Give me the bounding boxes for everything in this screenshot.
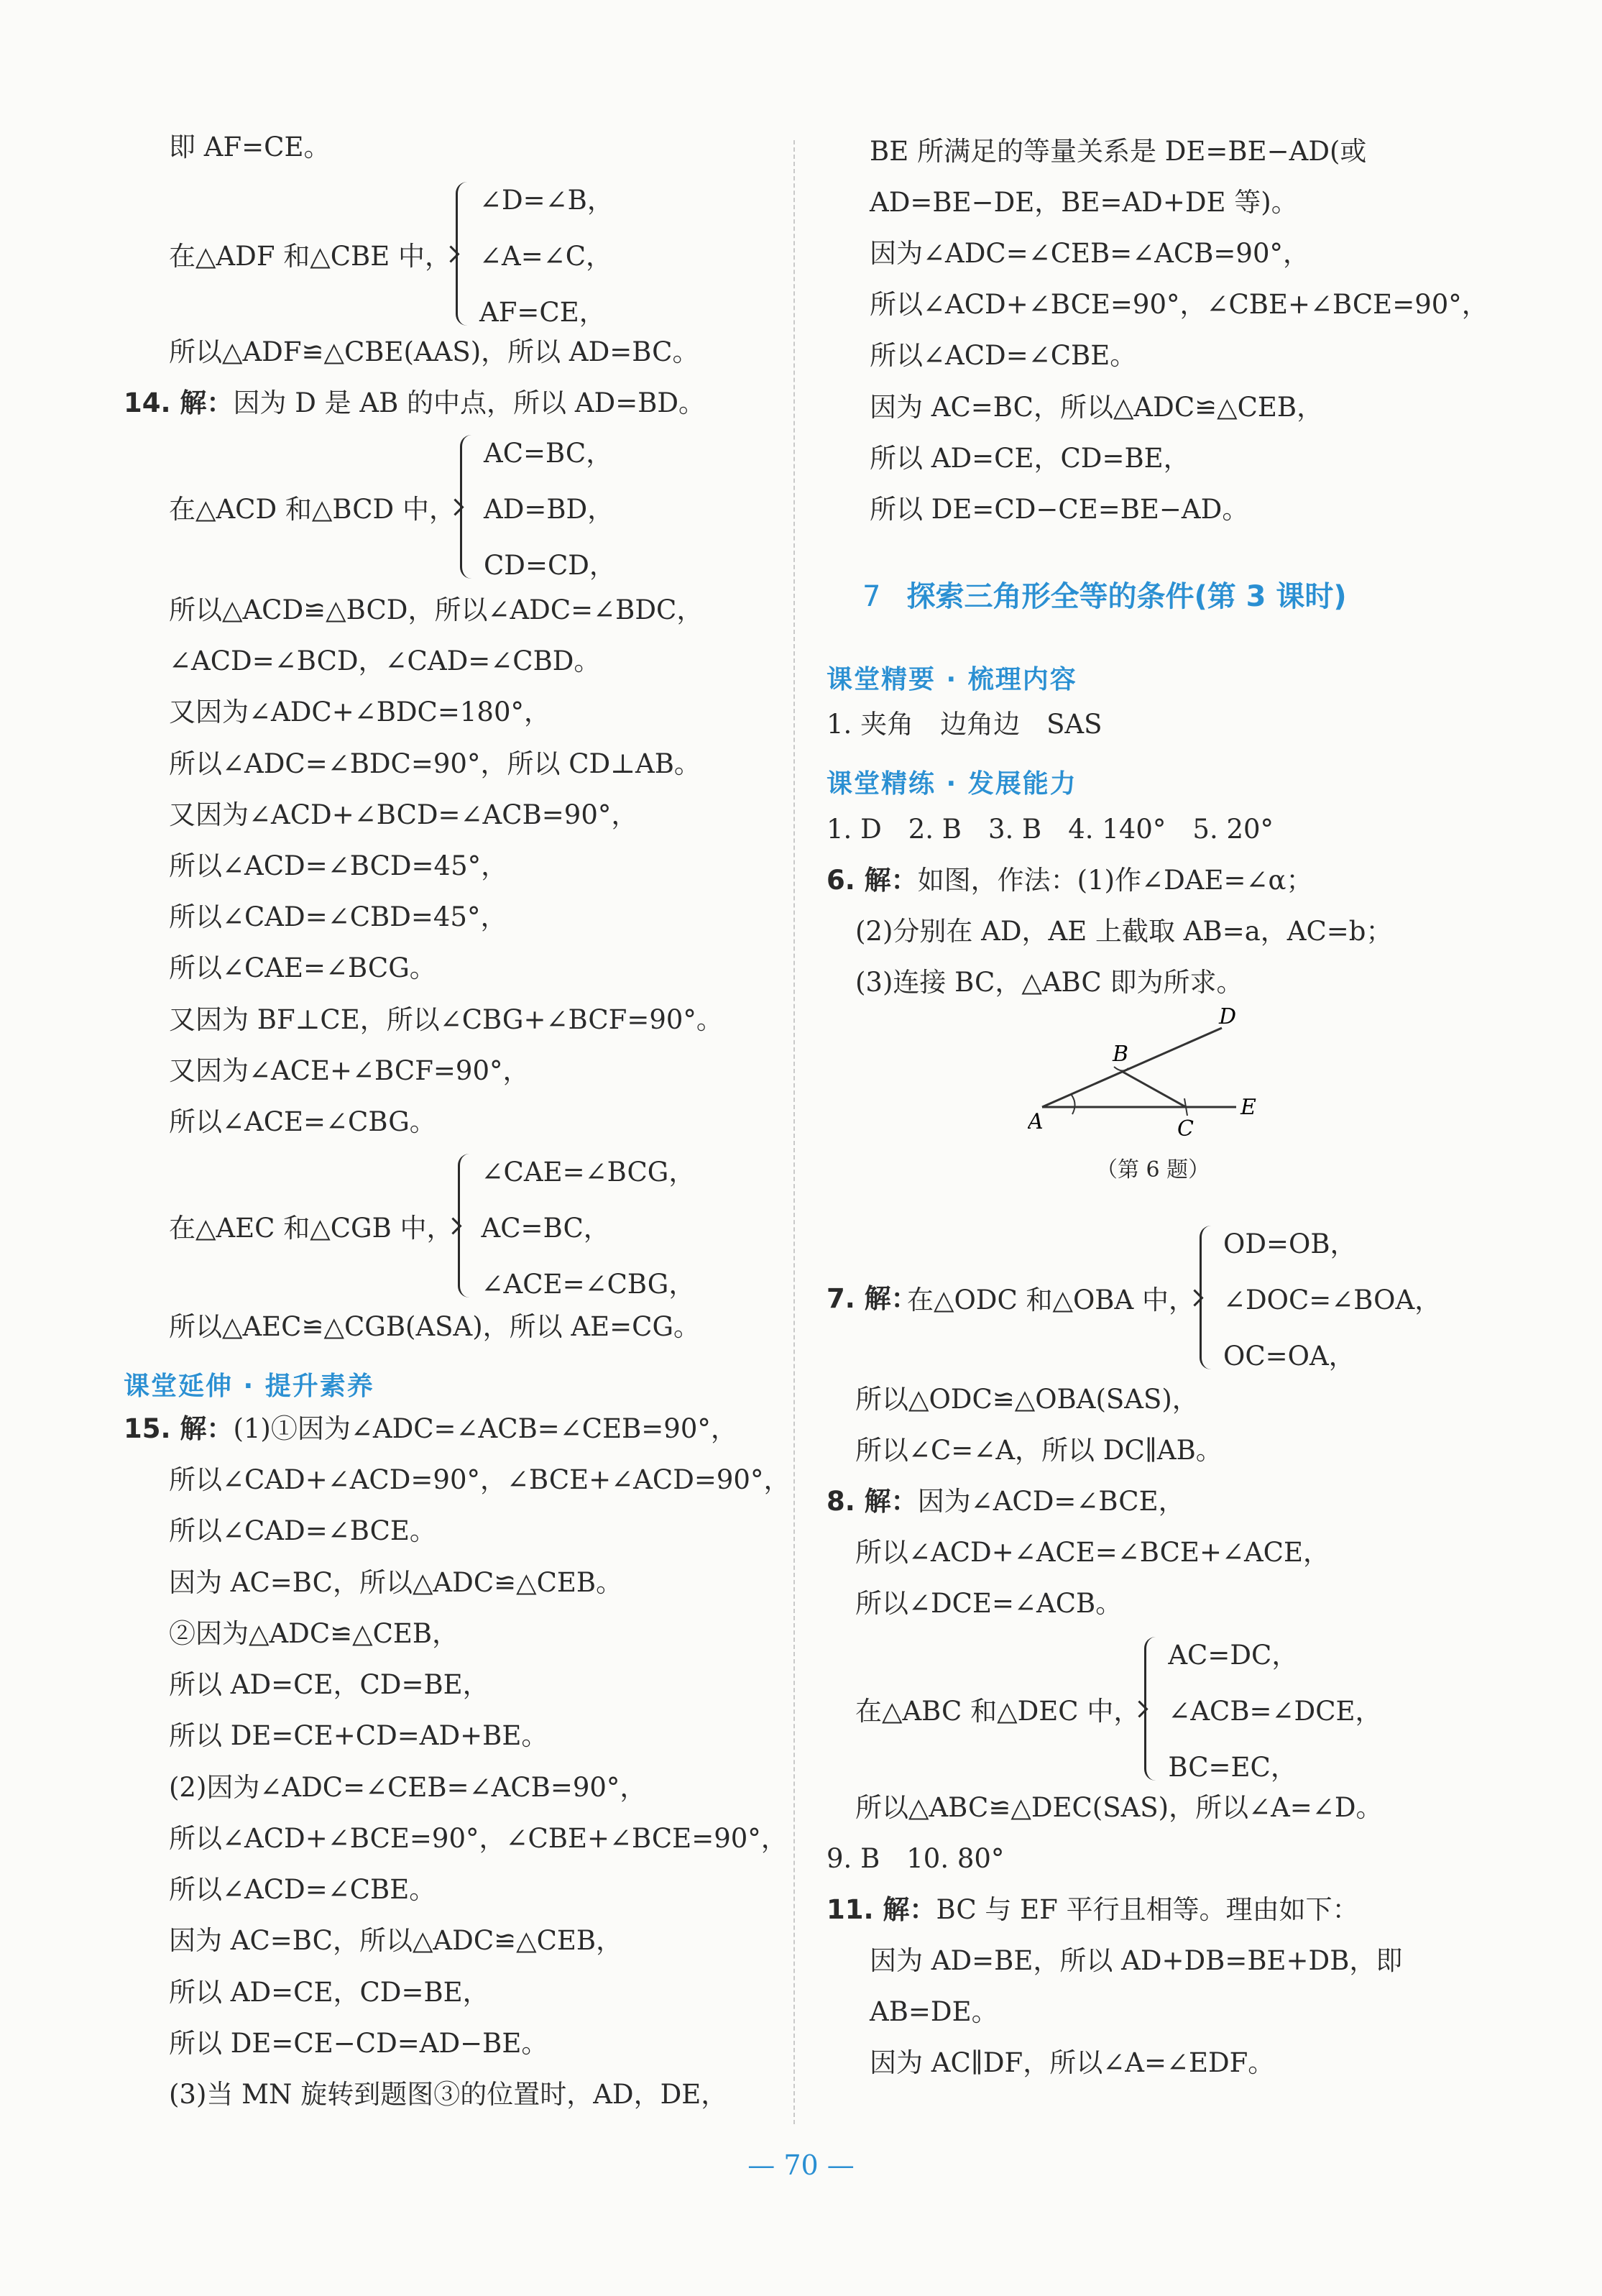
label-b: B xyxy=(1113,1042,1129,1067)
system-row: ∠DOC=∠BOA， xyxy=(1223,1285,1442,1315)
text-line: 因为 AC=BC，所以△ADC≌△CEB， xyxy=(169,1925,623,1956)
system-intro: 在△ODC 和△OBA 中， xyxy=(907,1285,1195,1315)
brace xyxy=(458,1154,479,1298)
text-line: 所以 AD=CE，CD=BE， xyxy=(870,443,1190,474)
question-11 xyxy=(827,1893,1359,1927)
system-row: AC=BC， xyxy=(483,438,613,469)
text-line: 所以∠ACD+∠BCE=90°，∠CBE+∠BCE=90°， xyxy=(870,289,1488,320)
system-row: AD=BD， xyxy=(483,494,614,525)
question-text: BC 与 EF 平行且相等。理由如下： xyxy=(936,1894,1359,1925)
question-7 xyxy=(827,1282,918,1315)
section-heading: 课堂延伸 · 提升素养 xyxy=(124,1372,374,1401)
answer-line: 1. D 2. B 3. B 4. 140° 5. 20° xyxy=(827,814,1274,845)
system-row: ∠ACB=∠DCE， xyxy=(1168,1696,1382,1727)
equation-system xyxy=(169,178,614,329)
text-line: 所以△AEC≌△CGB(ASA)，所以 AE=CG。 xyxy=(169,1311,701,1342)
text-line: 所以 AD=CE，CD=BE， xyxy=(169,1669,489,1700)
text-line: 因为 AC∥DF，所以∠A=∠EDF。 xyxy=(870,2047,1275,2078)
segment-bc xyxy=(1123,1072,1186,1107)
text-line: 所以∠ACD=∠BCD=45°， xyxy=(169,850,508,881)
answer-line: 9. B 10. 80° xyxy=(827,1843,1005,1874)
question-label: 14. 解： xyxy=(124,387,234,418)
text-line: 所以∠ACD=∠CBE。 xyxy=(169,1874,436,1905)
text-line: 又因为 BF⊥CE，所以∠CBG+∠BCF=90°。 xyxy=(169,1004,723,1035)
system-row: ∠A=∠C， xyxy=(479,241,613,272)
label-a: A xyxy=(1028,1109,1044,1134)
text-line: 所以△ADF≌△CBE(AAS)，所以 AD=BC。 xyxy=(169,336,699,367)
question-label: 6. 解： xyxy=(827,865,918,896)
page-number: — 70 — xyxy=(747,2149,855,2181)
text-line: (2)因为∠ADC=∠CEB=∠ACB=90°， xyxy=(169,1772,647,1803)
arc-mark xyxy=(1114,1067,1128,1071)
text-line: 因为 AC=BC，所以△ADC≌△CEB。 xyxy=(169,1567,623,1598)
system-row: AC=DC， xyxy=(1168,1640,1299,1671)
question-text: 因为 D 是 AB 的中点，所以 AD=BD。 xyxy=(233,387,706,418)
ray-ad xyxy=(1042,1028,1222,1107)
text-line: 所以 DE=CD−CE=BE−AD。 xyxy=(870,494,1249,525)
label-e: E xyxy=(1240,1095,1256,1120)
equation-system xyxy=(169,1150,695,1301)
text-line: 所以∠DCE=∠ACB。 xyxy=(855,1588,1123,1619)
brace xyxy=(1200,1226,1220,1369)
text-line: 所以∠CAE=∠BCG。 xyxy=(169,952,436,983)
text-line: (3)当 MN 旋转到题图③的位置时，AD，DE， xyxy=(169,2079,728,2110)
brace xyxy=(456,182,477,326)
text-line: 所以△ABC≌△DEC(SAS)，所以∠A=∠D。 xyxy=(855,1792,1383,1823)
text-line: 因为 AC=BC，所以△ADC≌△CEB， xyxy=(870,392,1324,423)
text-line: 所以△ODC≌△OBA(SAS)， xyxy=(855,1384,1199,1415)
text-line: (2)分别在 AD，AE 上截取 AB=a，AC=b； xyxy=(855,916,1393,947)
column-divider xyxy=(793,140,795,2124)
question-15 xyxy=(124,1413,737,1446)
text-line: 又因为∠ACD+∠BCD=∠ACB=90°， xyxy=(169,799,638,830)
lesson-number: 7 xyxy=(862,580,881,613)
text-line: 所以 DE=CE−CD=AD−BE。 xyxy=(169,2028,548,2059)
question-text: 如图，作法：(1)作∠DAE=∠α； xyxy=(917,865,1313,896)
question-text: 因为∠ACD=∠BCE， xyxy=(917,1486,1185,1517)
text-line: 因为 AD=BE，所以 AD+DB=BE+DB，即 xyxy=(870,1945,1403,1976)
equation-system xyxy=(855,1633,1382,1784)
text-line: BE 所满足的等量关系是 DE=BE−AD(或 xyxy=(870,136,1367,167)
system-row: AC=BC， xyxy=(481,1213,610,1244)
text-line: (3)连接 BC，△ABC 即为所求。 xyxy=(855,967,1243,998)
text-line: 所以△ACD≌△BCD，所以∠ADC=∠BDC， xyxy=(169,594,704,625)
system-row: CD=CD， xyxy=(483,550,616,581)
label-d: D xyxy=(1219,1004,1237,1029)
equation-system xyxy=(169,431,616,582)
text-line: 又因为∠ADC+∠BDC=180°， xyxy=(169,697,551,727)
answer-line: 1. 夹角 边角边 SAS xyxy=(827,709,1102,740)
text-line: 所以∠ACD+∠ACE=∠BCE+∠ACE， xyxy=(855,1537,1330,1568)
question-label: 7. 解： xyxy=(827,1283,918,1314)
text-line: 所以∠ADC=∠BDC=90°，所以 CD⊥AB。 xyxy=(169,748,701,779)
section-heading: 课堂精要 · 梳理内容 xyxy=(827,665,1077,694)
system-intro: 在△ACD 和△BCD 中， xyxy=(169,494,456,525)
text-line: ∠ACD=∠BCD，∠CAD=∠CBD。 xyxy=(169,646,601,676)
text-line: AB=DE。 xyxy=(870,1996,998,2027)
text-line: 即 AF=CE。 xyxy=(169,132,331,162)
system-row: ∠ACE=∠CBG， xyxy=(481,1269,696,1300)
text-line: 所以∠CAD=∠BCE。 xyxy=(169,1515,436,1546)
question-8 xyxy=(827,1485,1185,1518)
brace xyxy=(460,435,481,579)
text-line: 又因为∠ACE+∠BCF=90°， xyxy=(169,1055,530,1086)
question-label: 8. 解： xyxy=(827,1486,918,1517)
question-text: (1)①因为∠ADC=∠ACB=∠CEB=90°， xyxy=(233,1413,737,1444)
text-line: ②因为△ADC≌△CEB， xyxy=(169,1618,459,1649)
system-row: BC=EC， xyxy=(1168,1752,1297,1783)
system-row: OC=OA， xyxy=(1223,1341,1355,1372)
question-label: 15. 解： xyxy=(124,1413,234,1444)
label-c: C xyxy=(1177,1116,1194,1142)
system-row: AF=CE， xyxy=(479,297,606,328)
figure-caption: （第 6 题） xyxy=(1096,1157,1210,1183)
arc-mark xyxy=(1071,1094,1075,1114)
text-line: 所以 DE=CE+CD=AD+BE。 xyxy=(169,1720,548,1751)
equation-system xyxy=(907,1222,1441,1373)
text-line: AD=BE−DE，BE=AD+DE 等)。 xyxy=(870,187,1298,218)
text-line: 所以∠CAD+∠ACD=90°，∠BCE+∠ACD=90°， xyxy=(169,1464,791,1495)
text-line: 所以 AD=CE，CD=BE， xyxy=(169,1977,489,2008)
system-row: OD=OB， xyxy=(1223,1229,1357,1259)
system-row: ∠D=∠B， xyxy=(479,185,614,216)
lesson-title-text: 探索三角形全等的条件(第 3 课时) xyxy=(906,580,1347,613)
question-label: 11. 解： xyxy=(827,1894,936,1925)
text-line: 所以∠ACD=∠CBE。 xyxy=(870,340,1137,371)
section-heading: 课堂精练 · 发展能力 xyxy=(827,769,1077,799)
system-intro: 在△ADF 和△CBE 中， xyxy=(169,241,451,272)
construction-figure xyxy=(1028,999,1265,1143)
text-line: 所以∠CAD=∠CBD=45°， xyxy=(169,901,507,932)
system-row: ∠CAE=∠BCG， xyxy=(481,1157,696,1188)
system-intro: 在△AEC 和△CGB 中， xyxy=(169,1213,454,1244)
text-line: 所以∠ACD+∠BCE=90°，∠CBE+∠BCE=90°， xyxy=(169,1823,788,1854)
system-intro: 在△ABC 和△DEC 中， xyxy=(855,1696,1141,1727)
lesson-title xyxy=(862,574,1347,615)
text-line: 所以∠C=∠A，所以 DC∥AB。 xyxy=(855,1435,1223,1466)
text-line: 因为∠ADC=∠CEB=∠ACB=90°， xyxy=(870,238,1310,269)
question-6 xyxy=(827,864,1312,897)
text-line: 所以∠ACE=∠CBG。 xyxy=(169,1106,436,1137)
brace xyxy=(1144,1637,1165,1781)
question-14 xyxy=(124,387,705,420)
